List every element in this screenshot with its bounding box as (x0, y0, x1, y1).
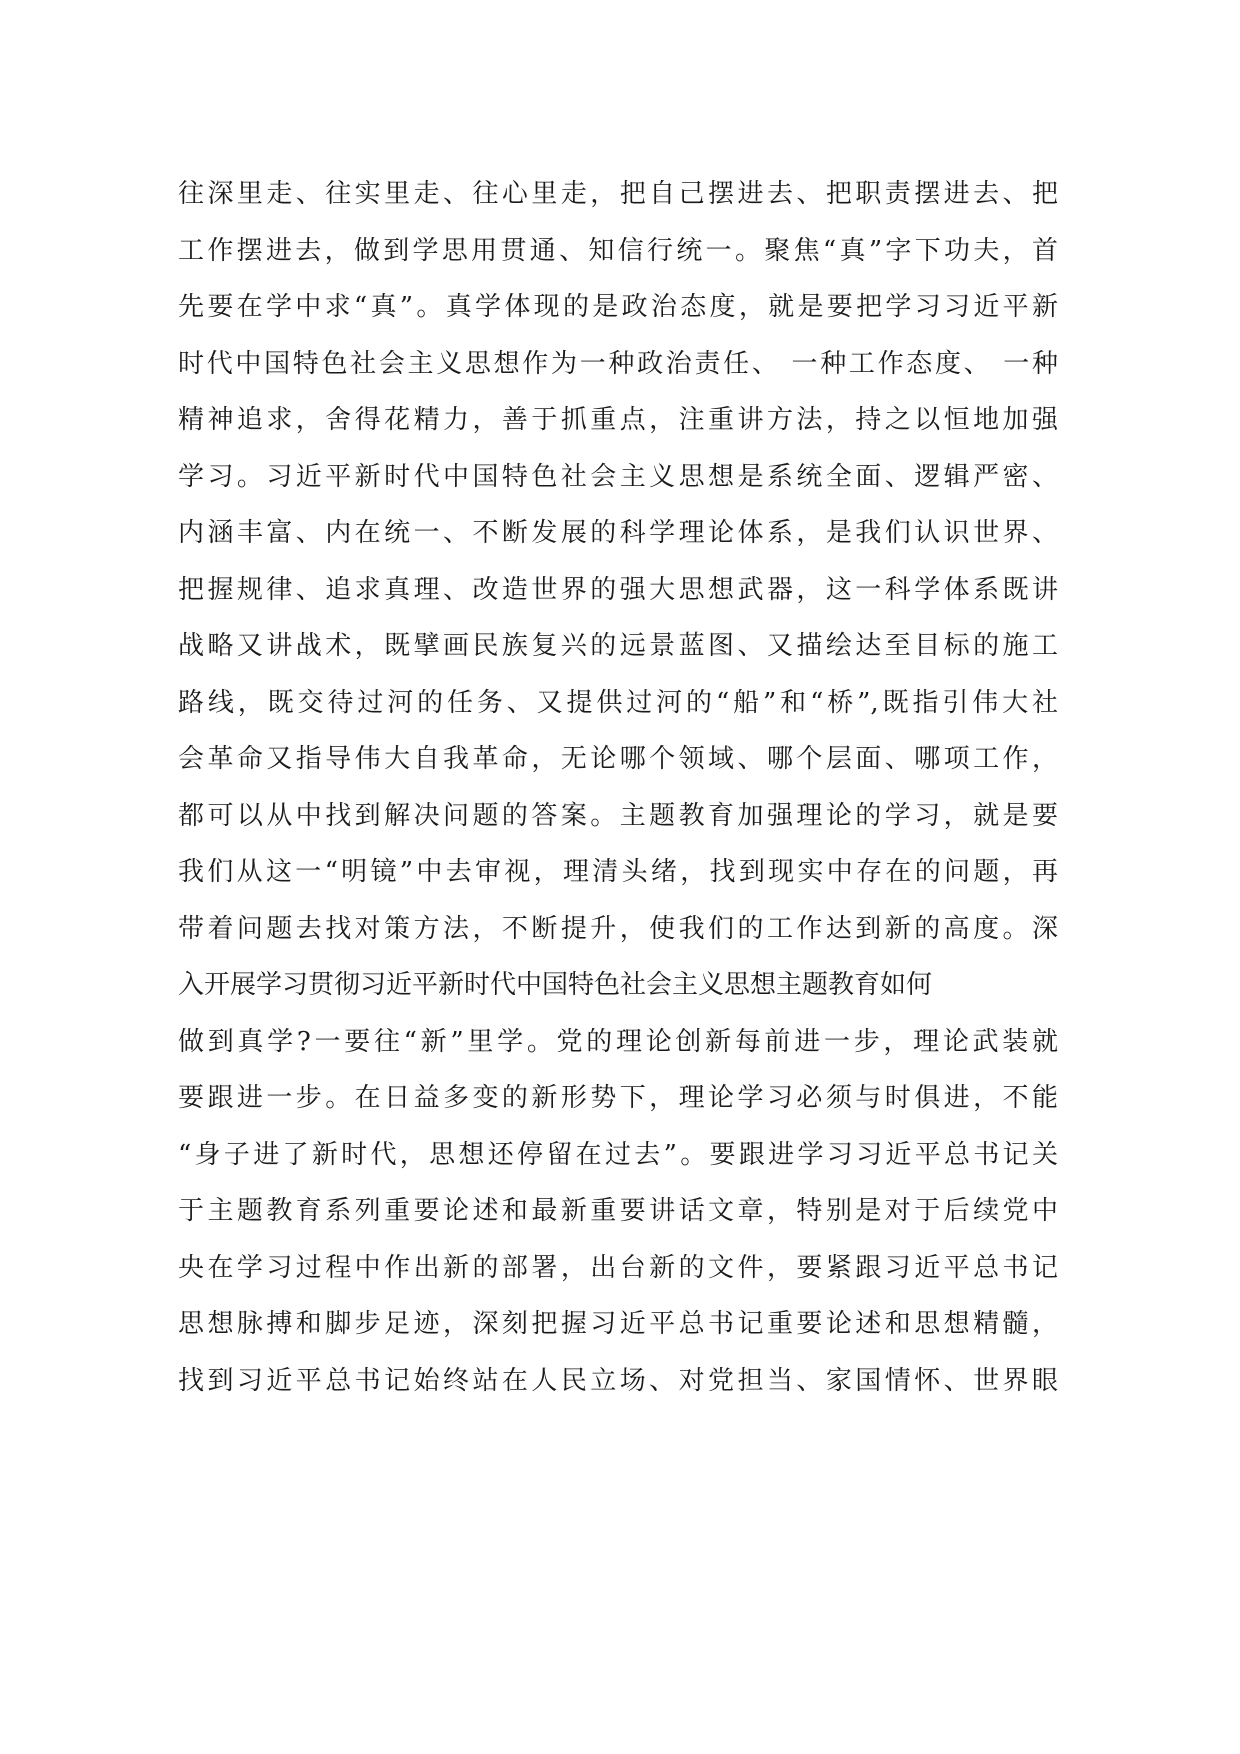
text-line: 于主题教育系列重要论述和最新重要讲话文章，特别是对于后续党中 (178, 1196, 1058, 1226)
text-line: 做到真学?一要往“新”里学。党的理论创新每前进一步，理论武装就 (178, 1026, 1058, 1057)
text-line: 学习。习近平新时代中国特色社会主义思想是系统全面、逻辑严密、 (178, 461, 1058, 492)
text-line: 先要在学中求“真”。真学体现的是政治态度，就是要把学习习近平新 (178, 292, 1058, 322)
text-line: 入开展学习贯彻习近平新时代中国特色社会主义思想主题教育如何 (178, 970, 933, 1000)
text-line: 路线，既交待过河的任务、又提供过河的“船”和“桥”,既指引伟大社 (178, 687, 1058, 718)
text-line: 央在学习过程中作出新的部署，出台新的文件，要紧跟习近平总书记 (178, 1252, 1058, 1283)
text-line: 都可以从中找到解决问题的答案。主题教育加强理论的学习，就是要 (178, 800, 1058, 831)
text-line: 思想脉搏和脚步足迹，深刻把握习近平总书记重要论述和思想精髓， (178, 1309, 1058, 1339)
text-line: 精神追求，舍得花精力，善于抓重点，注重讲方法，持之以恒地加强 (178, 405, 1058, 435)
text-line: “身子进了新时代，思想还停留在过去”。要跟进学习习近平总书记关 (178, 1139, 1058, 1170)
text-line: 带着问题去找对策方法，不断提升，使我们的工作达到新的高度。深 (178, 913, 1058, 944)
text-line: 我们从这一“明镜”中去审视，理清头绪，找到现实中存在的问题，再 (178, 857, 1058, 887)
text-line: 要跟进一步。在日益多变的新形势下，理论学习必须与时俱进，不能 (178, 1083, 1058, 1113)
text-line: 往深里走、往实里走、往心里走，把自己摆进去、把职责摆进去、把 (178, 179, 1058, 209)
text-line: 战略又讲战术，既擘画民族复兴的远景蓝图、又描绘达至目标的施工 (178, 631, 1058, 661)
text-line: 时代中国特色社会主义思想作为一种政治责任、 一种工作态度、 一种 (178, 348, 1058, 379)
text-line: 把握规律、追求真理、改造世界的强大思想武器，这一科学体系既讲 (178, 574, 1058, 605)
text-line: 找到习近平总书记始终站在人民立场、对党担当、家国情怀、世界眼 (178, 1365, 1058, 1396)
body-text (178, 166, 1058, 1409)
text-line: 会革命又指导伟大自我革命，无论哪个领域、哪个层面、哪项工作， (178, 744, 1058, 774)
text-line: 工作摆进去，做到学思用贯通、知信行统一。聚焦“真”字下功夫，首 (178, 235, 1058, 266)
text-line: 内涵丰富、内在统一、不断发展的科学理论体系，是我们认识世界、 (178, 518, 1058, 548)
